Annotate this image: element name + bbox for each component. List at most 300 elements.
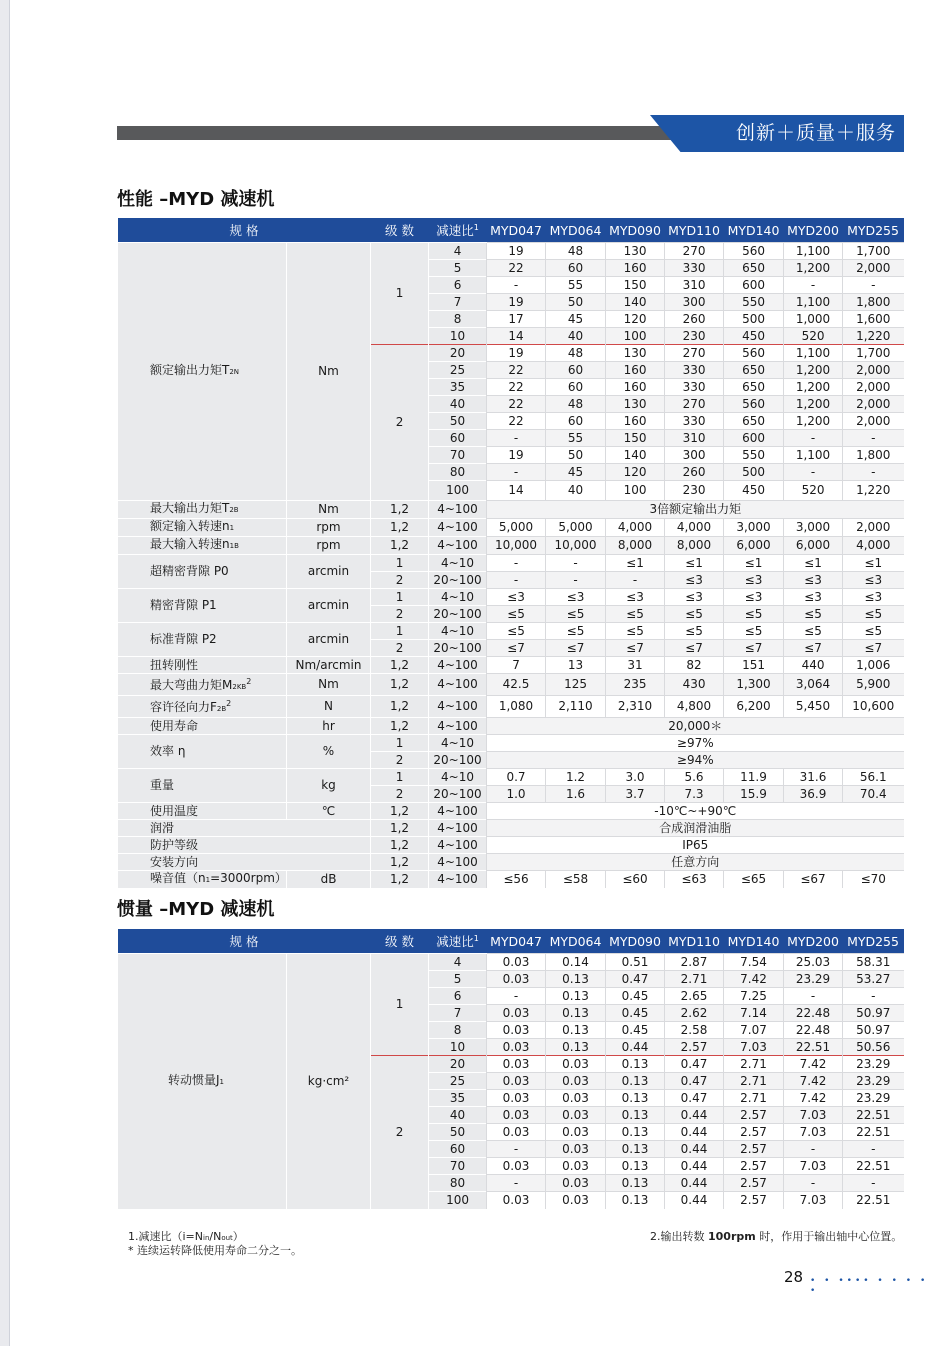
efficiency-unit: % xyxy=(287,735,371,769)
value-cell: 160 xyxy=(606,379,665,396)
value-cell: 160 xyxy=(606,413,665,430)
value-cell: ≤5 xyxy=(606,623,665,640)
value-cell: 56.1 xyxy=(843,769,904,786)
value-cell: ≤5 xyxy=(784,606,843,623)
value-cell: 55 xyxy=(546,277,606,294)
value-cell: 1,100 xyxy=(784,345,843,362)
value-cell: 70.4 xyxy=(843,786,904,803)
ratio-cell: 4~100 xyxy=(429,803,487,820)
value-cell: ≤1 xyxy=(843,555,904,572)
value-cell: 55 xyxy=(546,430,606,447)
value-cell: 0.03 xyxy=(487,1090,546,1107)
value-cell: 100 xyxy=(606,328,665,345)
value-cell: 7.42 xyxy=(784,1056,843,1073)
spec-header: 规 格 xyxy=(118,218,371,243)
value-cell: ≤65 xyxy=(724,871,784,889)
value-cell: 0.03 xyxy=(487,1124,546,1141)
value-cell: 7.03 xyxy=(724,1039,784,1056)
label-part: =3000rpm） xyxy=(210,871,287,885)
value-cell: ≤5 xyxy=(784,623,843,640)
page-edge xyxy=(0,0,10,1346)
ratio-cell: 4~100 xyxy=(429,854,487,871)
value-cell: - xyxy=(784,277,843,294)
stage-cell: 1,2 xyxy=(371,820,429,837)
value-cell: 22.51 xyxy=(843,1124,904,1141)
label-part: 2KB xyxy=(232,683,247,691)
ratio-cell: 7 xyxy=(429,294,487,311)
ratio-cell: 4~100 xyxy=(429,837,487,854)
value-cell: 450 xyxy=(724,481,784,501)
value-cell: 10,000 xyxy=(546,537,606,555)
table-row xyxy=(118,501,904,519)
ratio-cell: 20~100 xyxy=(429,640,487,657)
protection-label xyxy=(118,837,371,854)
label-part: 2N xyxy=(229,368,240,376)
value-cell: 330 xyxy=(665,362,724,379)
value-cell: 22 xyxy=(487,379,546,396)
ratio-cell: 6 xyxy=(429,277,487,294)
stage-cell: 1,2 xyxy=(371,519,429,537)
value-cell: - xyxy=(487,988,546,1005)
stage-header: 级 数 xyxy=(371,929,429,954)
stage-cell: 2 xyxy=(371,345,429,501)
value-cell: 53.27 xyxy=(843,971,904,988)
value-cell: 23.29 xyxy=(843,1090,904,1107)
value-cell: 5,900 xyxy=(843,674,904,696)
table-row xyxy=(118,589,904,606)
ratio-cell: 4 xyxy=(429,243,487,260)
stiffness-unit: Nm/arcmin xyxy=(287,657,371,674)
stage-cell: 1 xyxy=(371,954,429,1056)
value-cell: 40 xyxy=(546,481,606,501)
ratio-cell: 4~100 xyxy=(429,820,487,837)
value-cell: ≤7 xyxy=(724,640,784,657)
value-cell: ≤3 xyxy=(665,589,724,606)
value-cell: 330 xyxy=(665,379,724,396)
stage-cell: 2 xyxy=(371,640,429,657)
value-cell: 0.44 xyxy=(665,1175,724,1192)
stage-cell: 1 xyxy=(371,769,429,786)
label-part: 转动惯量J xyxy=(168,1072,220,1087)
value-cell: 0.13 xyxy=(606,1124,665,1141)
footnote-life: * 连续运转降低使用寿命二分之一。 xyxy=(128,1244,302,1257)
value-cell: 1,100 xyxy=(784,294,843,311)
value-cell: 0.44 xyxy=(665,1107,724,1124)
value-cell: 7.54 xyxy=(724,954,784,971)
inertia-header-row xyxy=(118,929,904,954)
value-cell: 0.44 xyxy=(665,1158,724,1175)
max_speed-label xyxy=(118,537,287,555)
label-part: 2 xyxy=(246,677,252,686)
value-cell: 6,200 xyxy=(724,696,784,718)
ratio-cell: 6 xyxy=(429,988,487,1005)
value-cell: 22 xyxy=(487,413,546,430)
model-header: MYD255 xyxy=(843,218,904,243)
stage-cell: 1 xyxy=(371,555,429,572)
stage-cell: 1,2 xyxy=(371,657,429,674)
value-cell: 1,200 xyxy=(784,260,843,277)
label-part: 额定输入转速n xyxy=(150,519,230,533)
rated_speed-label xyxy=(118,519,287,537)
value-cell: 650 xyxy=(724,362,784,379)
ratio-cell: 40 xyxy=(429,396,487,413)
model-header: MYD200 xyxy=(784,218,843,243)
value-cell: 2.57 xyxy=(724,1175,784,1192)
value-cell: 2,000 xyxy=(843,519,904,537)
value-cell: 19 xyxy=(487,243,546,260)
stage-cell: 2 xyxy=(371,786,429,803)
value-cell: 任意方向 xyxy=(487,854,904,871)
value-cell: 1,006 xyxy=(843,657,904,674)
page-number: 28 xyxy=(784,1268,804,1286)
value-cell: ≤3 xyxy=(843,572,904,589)
value-cell: ≤3 xyxy=(487,589,546,606)
label-part: 1 xyxy=(205,876,211,884)
ratio-cell: 100 xyxy=(429,1192,487,1209)
bending-label xyxy=(118,674,287,696)
value-cell: 3.0 xyxy=(606,769,665,786)
ratio-cell: 70 xyxy=(429,1158,487,1175)
value-cell: ≤5 xyxy=(546,623,606,640)
value-cell: ≤58 xyxy=(546,871,606,889)
model-header: MYD064 xyxy=(546,929,606,954)
value-cell: 0.47 xyxy=(665,1073,724,1090)
value-cell: 2.57 xyxy=(724,1107,784,1124)
value-cell: 0.13 xyxy=(546,988,606,1005)
value-cell: 7.14 xyxy=(724,1005,784,1022)
value-cell: 0.47 xyxy=(665,1056,724,1073)
ratio-cell: 4~100 xyxy=(429,696,487,718)
value-cell: 0.47 xyxy=(665,1090,724,1107)
value-cell: 4,800 xyxy=(665,696,724,718)
value-cell: 150 xyxy=(606,277,665,294)
value-cell: 2.58 xyxy=(665,1022,724,1039)
table-row xyxy=(118,519,904,537)
ratio-cell: 10 xyxy=(429,328,487,345)
value-cell: 22.51 xyxy=(843,1192,904,1209)
table-row xyxy=(118,537,904,555)
value-cell: 5.6 xyxy=(665,769,724,786)
value-cell: 0.44 xyxy=(665,1141,724,1158)
bending-unit: Nm xyxy=(287,674,371,696)
value-cell: 48 xyxy=(546,396,606,413)
value-cell: 40 xyxy=(546,328,606,345)
model-header: MYD047 xyxy=(487,218,546,243)
page-dots: • • •••• • • • • • xyxy=(810,1276,929,1296)
label-part: 扭转刚性 xyxy=(150,657,199,672)
value-cell: 120 xyxy=(606,464,665,481)
value-cell: ≤56 xyxy=(487,871,546,889)
table-row xyxy=(118,718,904,735)
value-cell: 0.13 xyxy=(546,971,606,988)
table-row xyxy=(118,820,904,837)
stage-cell: 1,2 xyxy=(371,718,429,735)
label-part: 重量 xyxy=(150,778,175,792)
value-cell: 2,000 xyxy=(843,396,904,413)
value-cell: 500 xyxy=(724,464,784,481)
value-cell: 1,080 xyxy=(487,696,546,718)
value-cell: 1,200 xyxy=(784,396,843,413)
value-cell: 1,600 xyxy=(843,311,904,328)
value-cell: IP65 xyxy=(487,837,904,854)
value-cell: 330 xyxy=(665,260,724,277)
value-cell: 7.03 xyxy=(784,1158,843,1175)
value-cell: 1,200 xyxy=(784,362,843,379)
stage-cell: 2 xyxy=(371,752,429,769)
value-cell: 0.13 xyxy=(606,1056,665,1073)
stage-cell: 1,2 xyxy=(371,871,429,889)
max_speed-unit: rpm xyxy=(287,537,371,555)
value-cell: 0.13 xyxy=(606,1073,665,1090)
value-cell: 140 xyxy=(606,294,665,311)
value-cell: 2,000 xyxy=(843,362,904,379)
value-cell: - xyxy=(546,555,606,572)
value-cell: ≤1 xyxy=(784,555,843,572)
label-part: 使用寿命 xyxy=(150,718,199,733)
value-cell: 7.03 xyxy=(784,1107,843,1124)
value-cell: 31.6 xyxy=(784,769,843,786)
value-cell: 0.03 xyxy=(546,1175,606,1192)
temperature-unit: ℃ xyxy=(287,803,371,820)
value-cell: 1,800 xyxy=(843,447,904,464)
value-cell: 3,000 xyxy=(784,519,843,537)
value-cell: - xyxy=(843,464,904,481)
value-cell: 4,000 xyxy=(843,537,904,555)
value-cell: 0.03 xyxy=(487,1192,546,1209)
value-cell: - xyxy=(843,430,904,447)
value-cell: ≤7 xyxy=(546,640,606,657)
ratio-cell: 50 xyxy=(429,1124,487,1141)
value-cell: 230 xyxy=(665,328,724,345)
ratio-cell: 4~10 xyxy=(429,735,487,752)
label-part: 1 xyxy=(219,1077,225,1086)
value-cell: 2.87 xyxy=(665,954,724,971)
value-cell: 2,000 xyxy=(843,260,904,277)
label-part: 润滑 xyxy=(150,820,175,835)
value-cell: ≤1 xyxy=(665,555,724,572)
value-cell: ≤5 xyxy=(487,623,546,640)
value-cell: 2,110 xyxy=(546,696,606,718)
table-row xyxy=(118,735,904,752)
value-cell: 2.57 xyxy=(724,1124,784,1141)
ratio-cell: 4~100 xyxy=(429,657,487,674)
value-cell: 2.57 xyxy=(724,1158,784,1175)
value-cell: - xyxy=(487,464,546,481)
value-cell: 2,000 xyxy=(843,379,904,396)
value-cell: 550 xyxy=(724,294,784,311)
ratio-cell: 4~100 xyxy=(429,501,487,519)
value-cell: 0.13 xyxy=(606,1158,665,1175)
value-cell: 14 xyxy=(487,328,546,345)
ratio-cell: 25 xyxy=(429,1073,487,1090)
label-part: 最大输入转速n xyxy=(150,537,230,551)
spec-header: 规 格 xyxy=(118,929,371,954)
value-cell: - xyxy=(487,555,546,572)
value-cell: 17 xyxy=(487,311,546,328)
label-part: 精密背隙 P1 xyxy=(150,598,217,612)
label-part: 效率 η xyxy=(150,744,186,758)
table-row xyxy=(118,657,904,674)
value-cell: - xyxy=(487,572,546,589)
stage-cell: 1 xyxy=(371,589,429,606)
value-cell: 440 xyxy=(784,657,843,674)
value-cell: - xyxy=(546,572,606,589)
value-cell: 45 xyxy=(546,311,606,328)
value-cell: 22.48 xyxy=(784,1005,843,1022)
value-cell: 0.13 xyxy=(546,1039,606,1056)
value-cell: 45 xyxy=(546,464,606,481)
value-cell: - xyxy=(606,572,665,589)
value-cell: ≤67 xyxy=(784,871,843,889)
stiffness-label xyxy=(118,657,287,674)
max_torque-label xyxy=(118,501,287,519)
value-cell: 0.03 xyxy=(487,1039,546,1056)
value-cell: 0.13 xyxy=(606,1175,665,1192)
value-cell: 31 xyxy=(606,657,665,674)
value-cell: 300 xyxy=(665,447,724,464)
value-cell: ≤5 xyxy=(843,606,904,623)
temperature-label xyxy=(118,803,287,820)
value-cell: 430 xyxy=(665,674,724,696)
value-cell: 0.44 xyxy=(665,1124,724,1141)
value-cell: 6,000 xyxy=(724,537,784,555)
value-cell: 3.7 xyxy=(606,786,665,803)
value-cell: 13 xyxy=(546,657,606,674)
ratio-cell: 60 xyxy=(429,1141,487,1158)
value-cell: ≤3 xyxy=(724,589,784,606)
value-cell: ≤5 xyxy=(724,606,784,623)
value-cell: 1.2 xyxy=(546,769,606,786)
value-cell: 19 xyxy=(487,294,546,311)
value-cell: -10℃~+90℃ xyxy=(487,803,904,820)
table-row xyxy=(118,243,904,260)
ratio-cell: 20 xyxy=(429,1056,487,1073)
value-cell: 22.48 xyxy=(784,1022,843,1039)
value-cell: 25.03 xyxy=(784,954,843,971)
label-part: 最大弯曲力矩M xyxy=(150,678,233,692)
perf-header-row xyxy=(118,218,904,243)
value-cell: ≤3 xyxy=(546,589,606,606)
value-cell: 0.13 xyxy=(546,1005,606,1022)
label-part: 2B xyxy=(216,705,227,713)
value-cell: 6,000 xyxy=(784,537,843,555)
value-cell: 140 xyxy=(606,447,665,464)
weight-label xyxy=(118,769,287,803)
footnote-output-speed: 2.输出转数 100rpm 时，作用于输出轴中心位置。 xyxy=(650,1230,903,1243)
table-row xyxy=(118,674,904,696)
value-cell: 1.6 xyxy=(546,786,606,803)
value-cell: 10,600 xyxy=(843,696,904,718)
lubrication-label xyxy=(118,820,371,837)
value-cell: 0.13 xyxy=(606,1090,665,1107)
value-cell: 0.03 xyxy=(546,1158,606,1175)
model-header: MYD090 xyxy=(606,218,665,243)
value-cell: 0.03 xyxy=(487,954,546,971)
value-cell: 130 xyxy=(606,396,665,413)
value-cell: 235 xyxy=(606,674,665,696)
radial-unit: N xyxy=(287,696,371,718)
value-cell: 0.03 xyxy=(487,1158,546,1175)
value-cell: 560 xyxy=(724,345,784,362)
stage-cell: 1,2 xyxy=(371,803,429,820)
value-cell: 8,000 xyxy=(606,537,665,555)
model-header: MYD200 xyxy=(784,929,843,954)
value-cell: 650 xyxy=(724,413,784,430)
value-cell: 100 xyxy=(606,481,665,501)
value-cell: 2.57 xyxy=(665,1039,724,1056)
ratio-cell: 4~100 xyxy=(429,519,487,537)
value-cell: 2.71 xyxy=(724,1073,784,1090)
stage-cell: 1 xyxy=(371,735,429,752)
value-cell: 600 xyxy=(724,430,784,447)
value-cell: 2,310 xyxy=(606,696,665,718)
value-cell: 600 xyxy=(724,277,784,294)
value-cell: 650 xyxy=(724,260,784,277)
label-part: 最大输出力矩T xyxy=(150,501,230,515)
value-cell: ≤5 xyxy=(546,606,606,623)
label-part: 2 xyxy=(226,699,232,708)
value-cell: 120 xyxy=(606,311,665,328)
value-cell: 7.03 xyxy=(784,1124,843,1141)
label-part: 防护等级 xyxy=(150,837,199,852)
value-cell: 7 xyxy=(487,657,546,674)
stage-cell: 1 xyxy=(371,623,429,640)
noise-label xyxy=(118,871,287,889)
backlash_p0-unit: arcmin xyxy=(287,555,371,589)
value-cell: - xyxy=(487,277,546,294)
header-bar xyxy=(117,126,677,140)
value-cell: 50 xyxy=(546,294,606,311)
inertia-table xyxy=(117,929,904,1209)
value-cell: 42.5 xyxy=(487,674,546,696)
value-cell: 310 xyxy=(665,430,724,447)
ratio-cell: 8 xyxy=(429,311,487,328)
value-cell: ≤5 xyxy=(843,623,904,640)
table-row xyxy=(118,696,904,718)
value-cell: ≤63 xyxy=(665,871,724,889)
value-cell: ≤5 xyxy=(606,606,665,623)
value-cell: 0.44 xyxy=(606,1039,665,1056)
value-cell: 0.03 xyxy=(487,1022,546,1039)
value-cell: 0.45 xyxy=(606,1005,665,1022)
value-cell: ≤5 xyxy=(665,606,724,623)
value-cell: 230 xyxy=(665,481,724,501)
value-cell: 1,200 xyxy=(784,379,843,396)
brand-slogan: 创新＋质量＋服务 xyxy=(735,122,896,144)
value-cell: ≥94% xyxy=(487,752,904,769)
life-label xyxy=(118,718,287,735)
value-cell: 0.03 xyxy=(487,1107,546,1124)
ratio-cell: 20~100 xyxy=(429,786,487,803)
value-cell: 7.3 xyxy=(665,786,724,803)
label-part: 使用温度 xyxy=(150,803,199,818)
value-cell: 5,000 xyxy=(487,519,546,537)
value-cell: 310 xyxy=(665,277,724,294)
value-cell: 650 xyxy=(724,379,784,396)
value-cell: 0.7 xyxy=(487,769,546,786)
value-cell: 2.57 xyxy=(724,1192,784,1209)
model-header: MYD090 xyxy=(606,929,665,954)
value-cell: 0.03 xyxy=(487,1056,546,1073)
value-cell: 0.03 xyxy=(546,1056,606,1073)
value-cell: - xyxy=(784,1141,843,1158)
value-cell: 520 xyxy=(784,328,843,345)
value-cell: 23.29 xyxy=(843,1056,904,1073)
value-cell: - xyxy=(843,277,904,294)
value-cell: 10,000 xyxy=(487,537,546,555)
ratio-header: 减速比$^1$ xyxy=(429,929,487,954)
value-cell: 0.47 xyxy=(606,971,665,988)
